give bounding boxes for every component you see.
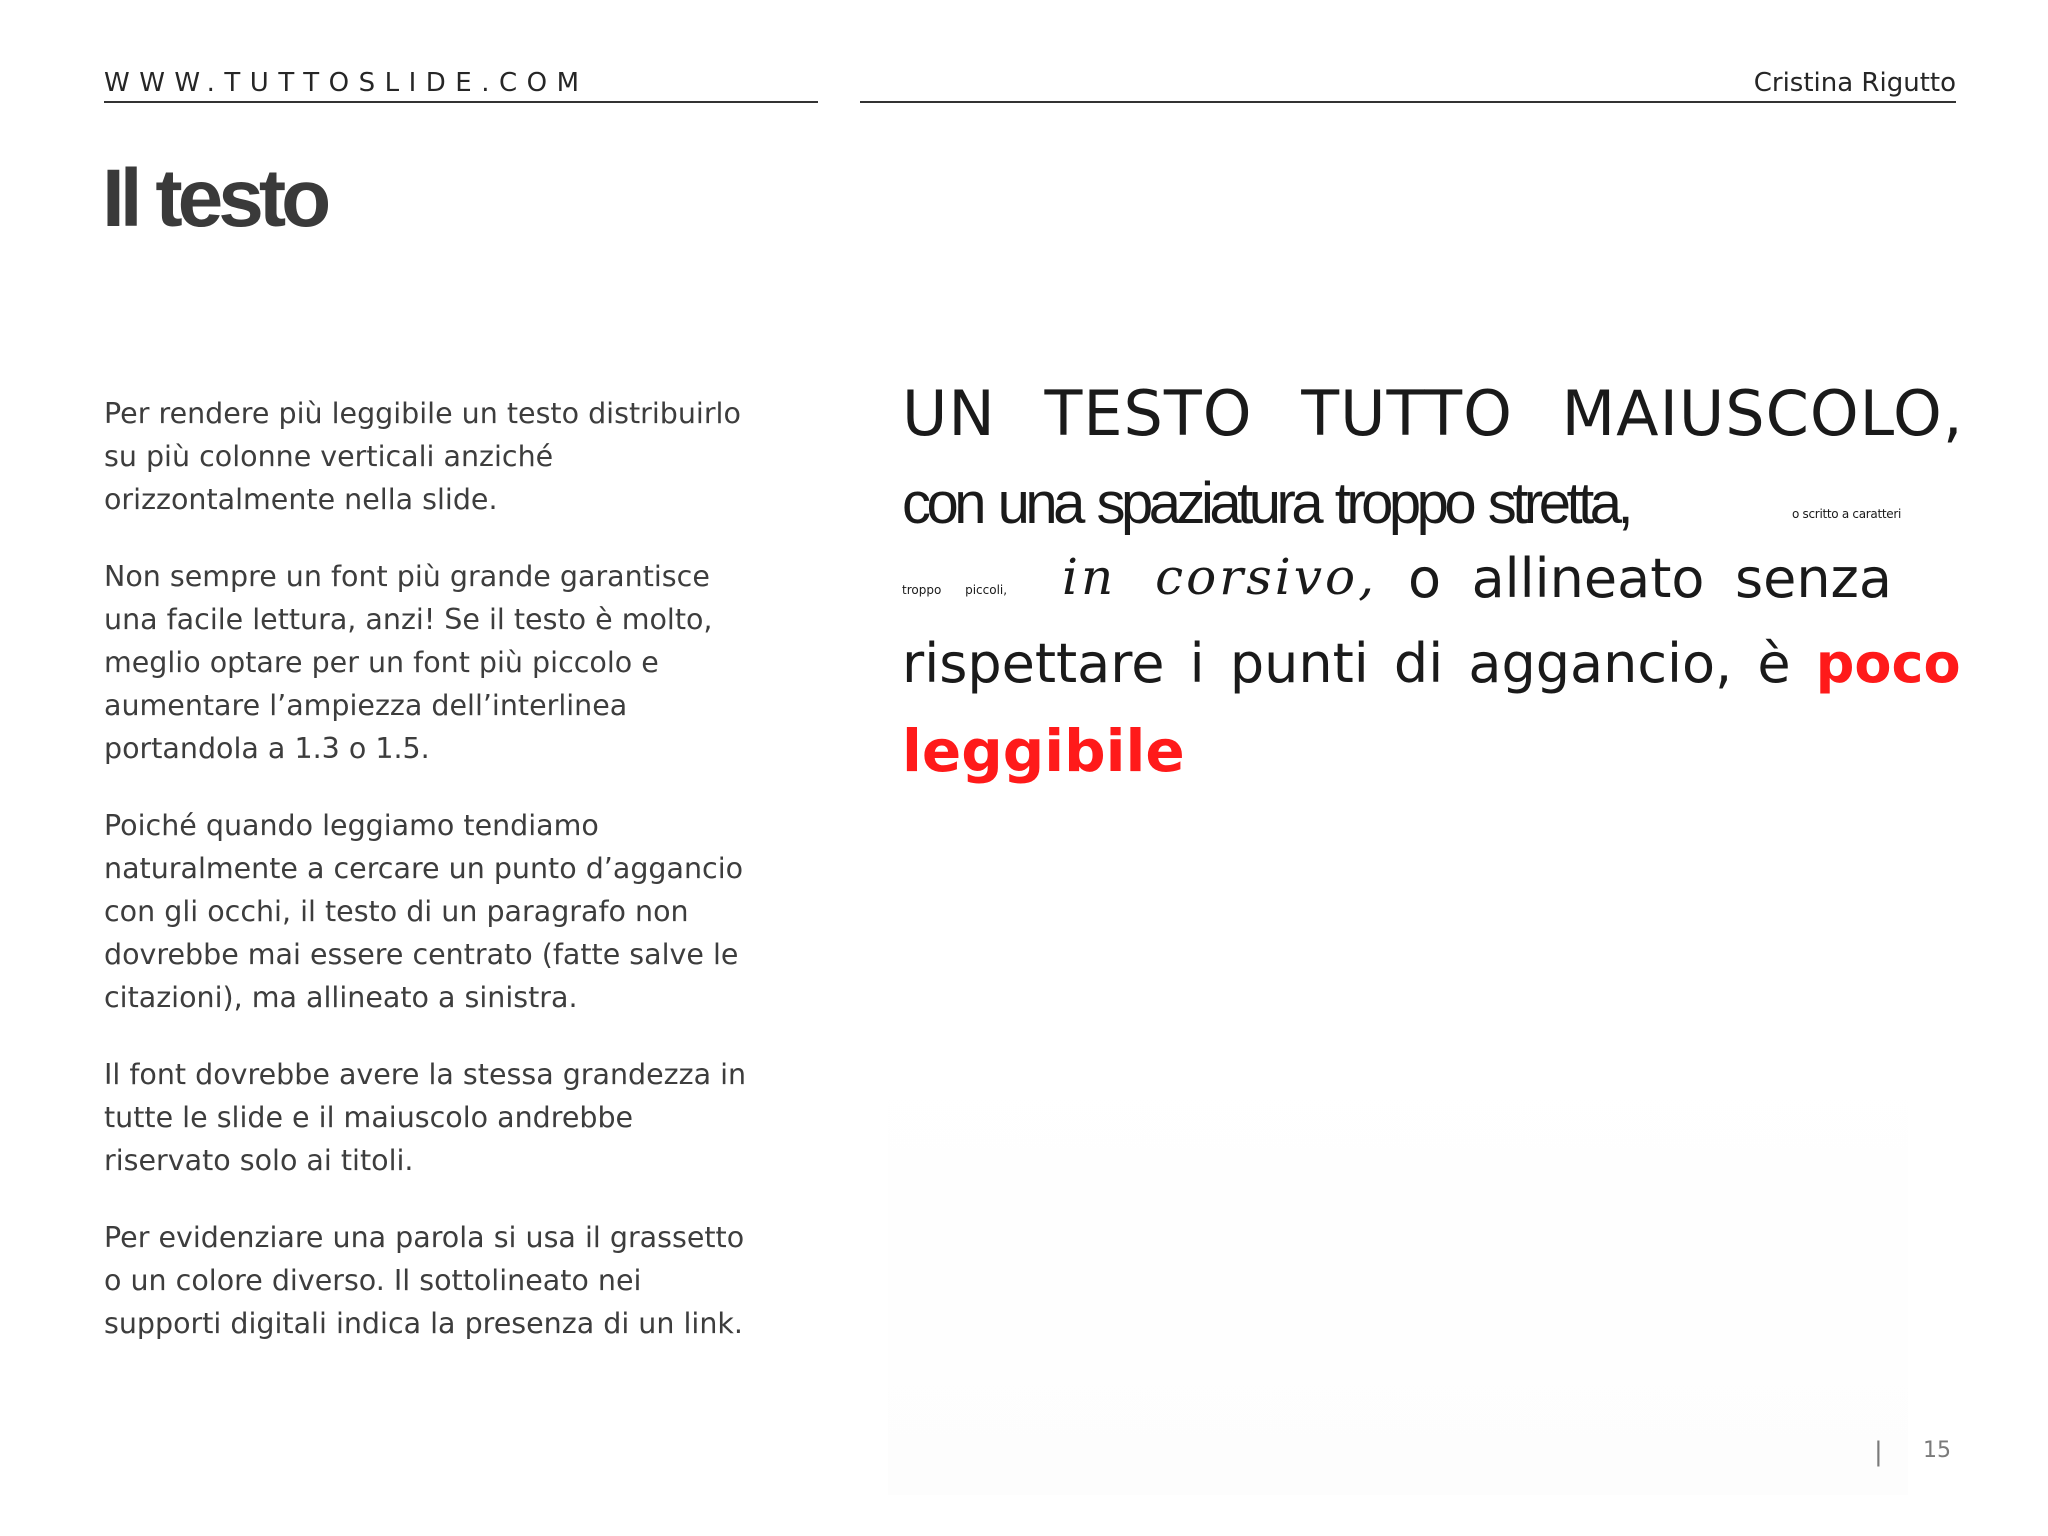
header-rule-left (104, 101, 818, 103)
paragraph: Per rendere più leggibile un testo distribuirlo su più colonne verticali anziché orizzontalmente nella slide. (104, 397, 741, 516)
example-word: allineato (1471, 547, 1705, 610)
example-tiny-text: o scritto a caratteri (1792, 507, 1902, 521)
page-number: 15 (1923, 1438, 1951, 1463)
example-red-word: poco (1815, 632, 1961, 695)
example-tight-spacing-line: con una spaziatura troppo stretta, (902, 471, 1630, 536)
paragraph: Poiché quando leggiamo tendiamo naturalmente a cercare un punto d’aggancio con gli occhi, il testo di un paragrafo non dovrebbe mai essere centrato (fatte salve le citazioni), ma allineato a sinistra. (104, 809, 744, 1014)
example-word: o (1408, 547, 1442, 610)
example-line (902, 632, 1961, 695)
example-uppercase-line: UN TESTO TUTTO MAIUSCOLO, (902, 377, 1964, 450)
example-word: senza (1734, 547, 1892, 610)
paragraph: Per evidenziare una parola si usa il grassetto o un colore diverso. Il sottolineato nei supporti digitali indica la presenza di un link. (104, 1221, 745, 1340)
site-url: WWW.TUTTOSLIDE.COM (104, 68, 589, 98)
example-line (902, 717, 1185, 785)
example-italic-text: in corsivo, (1062, 548, 1377, 606)
page-title: Il testo (102, 153, 327, 244)
header-rule-right (860, 101, 1956, 103)
paragraph: Non sempre un font più grande garantisce una facile lettura, anzi! Se il testo è molto, meglio optare per un font più piccolo e aumentare l’ampiezza dell’interlinea portandola a 1.3 o 1.5. (104, 560, 713, 765)
paragraph: Il font dovrebbe avere la stessa grandezza in tutte le slide e il maiuscolo andrebbe riservato solo ai titoli. (104, 1058, 747, 1177)
example-justified-words (1408, 547, 1892, 610)
example-line-text: rispettare i punti di aggancio, è (902, 632, 1791, 695)
body-text-column (104, 392, 764, 1379)
example-tiny-text: troppo piccoli, (902, 583, 1008, 597)
author-name: Cristina Rigutto (1753, 68, 1956, 98)
example-red-word: leggibile (902, 717, 1185, 785)
page-number-separator: | (1874, 1437, 1883, 1467)
